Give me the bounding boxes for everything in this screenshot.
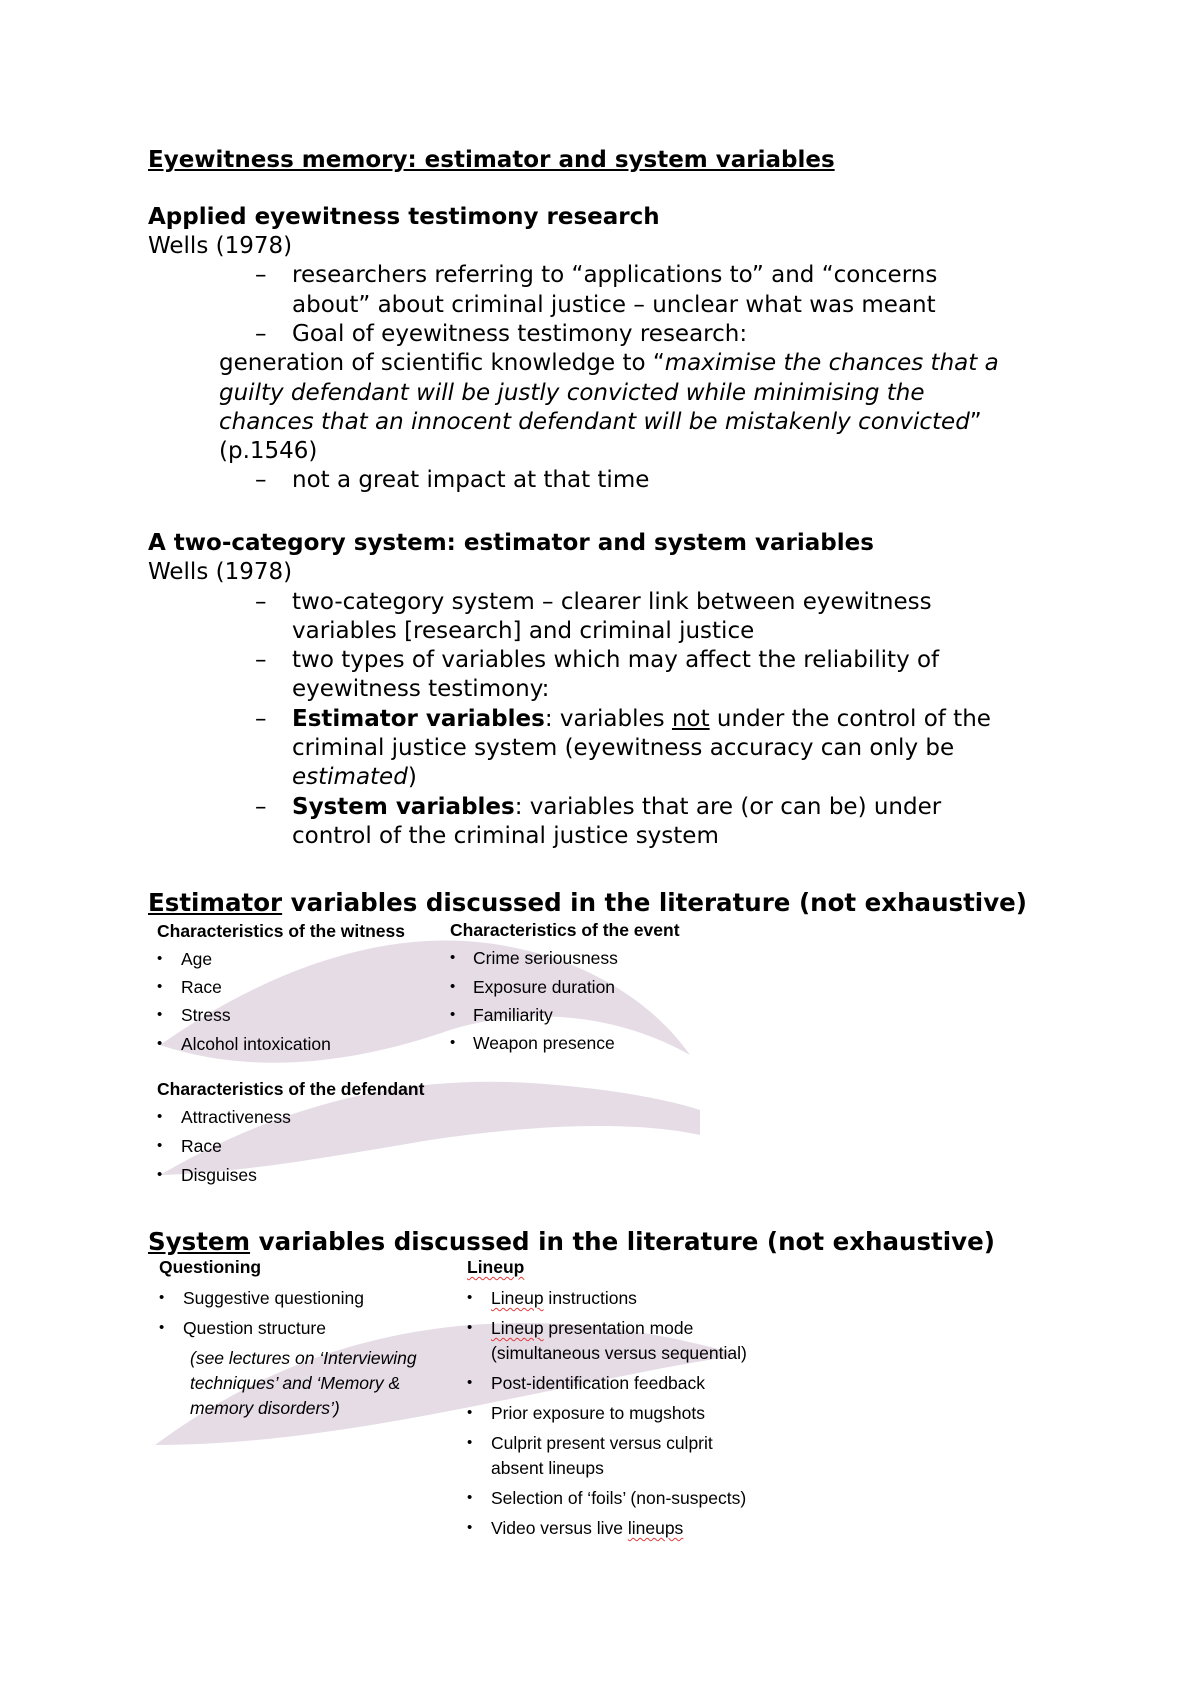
bullet: •: [159, 1289, 165, 1306]
list-item-fragment: under the control of the: [709, 706, 991, 732]
bullet: •: [467, 1434, 473, 1451]
emphasis-not: not: [671, 706, 710, 732]
quote-close: ”: [969, 409, 982, 435]
lineup-heading: [467, 1257, 524, 1278]
section-heading-two-category: A two-category system: estimator and system variables: [148, 530, 874, 556]
lecture-note: (see lectures on ‘Interviewing: [190, 1348, 417, 1368]
dash-bullet: –: [255, 706, 267, 732]
bullet: •: [157, 1137, 163, 1154]
heading-rest: variables discussed in the literature (not exhaustive): [250, 1227, 995, 1256]
list-item: Race: [181, 1136, 222, 1156]
defendant-heading: Characteristics of the defendant: [157, 1079, 425, 1099]
list-item: Selection of ‘foils’ (non-suspects): [491, 1488, 747, 1508]
heading-rest: variables discussed in the literature (not exhaustive): [282, 888, 1027, 917]
bullet: •: [157, 978, 163, 995]
list-item: Familiarity: [473, 1005, 553, 1025]
heading-underlined: System: [148, 1227, 251, 1256]
list-item: Attractiveness: [181, 1107, 291, 1127]
dash-bullet: –: [255, 794, 267, 820]
lecture-note: memory disorders’): [190, 1398, 340, 1418]
list-item-fragment: instructions: [543, 1288, 637, 1308]
list-item-text: criminal justice system (eyewitness accuracy can only be: [292, 735, 955, 761]
quote-italic: chances that an innocent defendant will be mistakenly convicted: [219, 409, 970, 435]
list-item-text: variables [research] and criminal justice: [292, 618, 755, 644]
bullet: •: [450, 978, 456, 995]
page-title: Eyewitness memory: estimator and system variables: [148, 147, 835, 173]
spelling-flag: lineups: [627, 1518, 684, 1538]
list-item: Disguises: [181, 1165, 257, 1185]
dash-bullet: –: [255, 467, 267, 493]
bullet: •: [467, 1289, 473, 1306]
list-item: [491, 1518, 683, 1539]
list-item: Weapon presence: [473, 1033, 615, 1053]
dash-bullet: –: [255, 321, 267, 347]
list-item-text: two types of variables which may affect the reliability of: [292, 647, 940, 673]
list-item-text: [292, 764, 417, 790]
quote-line: [219, 409, 982, 435]
list-item-text: Goal of eyewitness testimony research:: [292, 321, 748, 347]
list-item-fragment: : variables: [544, 706, 672, 732]
event-heading: Characteristics of the event: [450, 920, 680, 940]
bullet: •: [450, 1034, 456, 1051]
lineup-heading-text: Lineup: [467, 1257, 525, 1277]
list-item: Prior exposure to mugshots: [491, 1403, 705, 1423]
list-item: (simultaneous versus sequential): [491, 1343, 747, 1363]
bullet: •: [467, 1519, 473, 1536]
quote-italic: maximise the chances that a: [664, 350, 999, 376]
list-item: absent lineups: [491, 1458, 604, 1478]
spelling-flag: Lineup: [491, 1318, 544, 1338]
bullet: •: [467, 1489, 473, 1506]
bullet: •: [157, 1166, 163, 1183]
list-item-fragment: ): [407, 764, 417, 790]
spelling-flag: Lineup: [491, 1288, 544, 1308]
list-item-text: researchers referring to “applications to” and “concerns: [292, 262, 938, 288]
quote-page-ref: (p.1546): [219, 438, 318, 464]
term-system: System variables: [292, 794, 515, 820]
estimator-figure-heading: [148, 888, 1027, 917]
bullet: •: [467, 1319, 473, 1336]
dash-bullet: –: [255, 589, 267, 615]
list-item-fragment: Video versus live: [491, 1518, 628, 1538]
list-item: Race: [181, 977, 222, 997]
system-figure-heading: [148, 1227, 995, 1256]
list-item: Exposure duration: [473, 977, 616, 997]
section-heading-applied: Applied eyewitness testimony research: [148, 204, 660, 230]
witness-heading: Characteristics of the witness: [157, 921, 405, 941]
list-item: Post-identification feedback: [491, 1373, 706, 1393]
dash-bullet: –: [255, 647, 267, 673]
bullet: •: [467, 1374, 473, 1391]
list-item: Culprit present versus culprit: [491, 1433, 713, 1453]
heading-underlined: Estimator: [148, 888, 283, 917]
bullet: •: [450, 949, 456, 966]
list-item: [491, 1288, 637, 1309]
citation-wells: Wells (1978): [148, 559, 293, 585]
list-item: [491, 1318, 693, 1339]
bullet: •: [159, 1319, 165, 1336]
list-item: Question structure: [183, 1318, 326, 1338]
list-item-fragment: presentation mode: [543, 1318, 694, 1338]
list-item: Suggestive questioning: [183, 1288, 364, 1308]
term-estimator: Estimator variables: [292, 706, 545, 732]
list-item-text: [292, 794, 941, 820]
bullet: •: [157, 1108, 163, 1125]
quote-lead: generation of scientific knowledge to “: [219, 350, 665, 376]
list-item-text: control of the criminal justice system: [292, 823, 719, 849]
list-item-fragment: : variables that are (or can be) under: [514, 794, 942, 820]
list-item: Stress: [181, 1005, 231, 1025]
questioning-heading: Questioning: [159, 1257, 262, 1277]
list-item-text: [292, 706, 991, 732]
list-item: Alcohol intoxication: [181, 1034, 331, 1054]
list-item-text: eyewitness testimony:: [292, 676, 550, 702]
list-item-text: two-category system – clearer link between eyewitness: [292, 589, 932, 615]
list-item: Age: [181, 949, 213, 969]
bullet: •: [157, 950, 163, 967]
list-item-text: about” about criminal justice – unclear what was meant: [292, 292, 936, 318]
list-item: Crime seriousness: [473, 948, 618, 968]
citation-wells: Wells (1978): [148, 233, 293, 259]
bullet: •: [157, 1035, 163, 1052]
quote-line: guilty defendant will be justly convicted while minimising the: [219, 380, 925, 406]
bullet: •: [450, 1006, 456, 1023]
dash-bullet: –: [255, 262, 267, 288]
quote-line: [219, 350, 999, 376]
bullet: •: [467, 1404, 473, 1421]
emphasis-estimated: estimated: [292, 764, 408, 790]
list-item-text: not a great impact at that time: [292, 467, 650, 493]
bullet: •: [157, 1006, 163, 1023]
lecture-note: techniques’ and ‘Memory &: [190, 1373, 401, 1393]
